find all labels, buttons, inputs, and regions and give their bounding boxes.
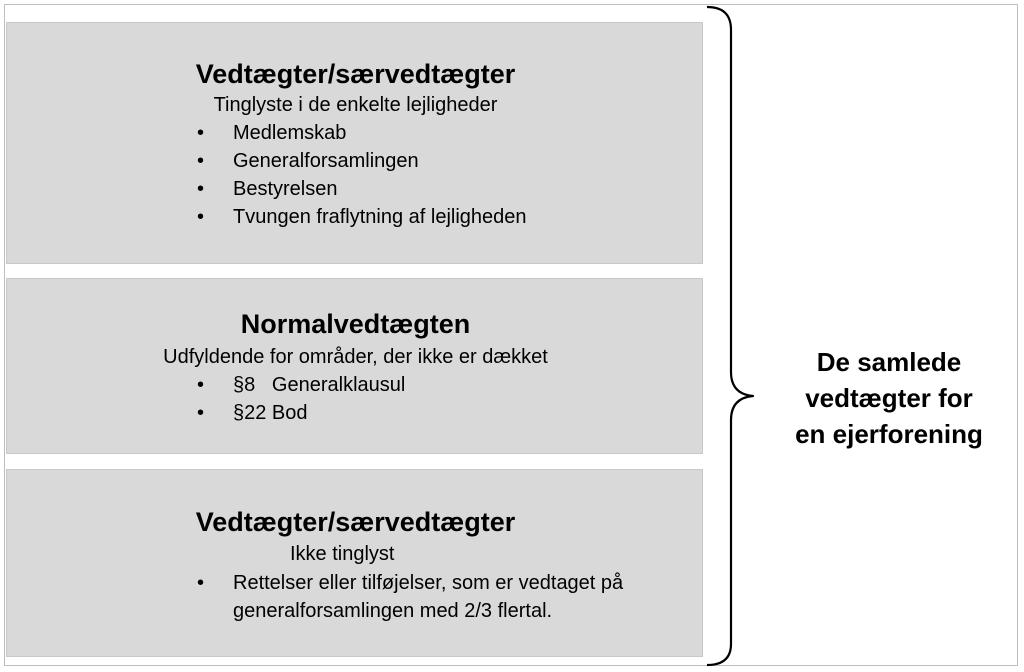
panel-unregistered-bylaws <box>6 469 703 657</box>
list-item <box>7 399 704 427</box>
bullet-icon: • <box>197 178 205 200</box>
list-item <box>7 203 704 231</box>
combined-bylaws-label <box>762 344 1016 452</box>
bullet-list <box>7 569 704 625</box>
bullet-text: Rettelser eller tilføjelser, som er vedtaget på generalforsamlingen med 2/3 flertal. <box>233 572 624 622</box>
bullet-text: Tvungen fraflytning af lejligheden <box>233 206 527 228</box>
bullet-text: §22 Bod <box>233 402 308 424</box>
list-item <box>7 371 704 399</box>
bullet-icon: • <box>197 206 205 228</box>
panel-subtitle: Udfyldende for områder, der ikke er dækket <box>163 346 548 368</box>
panel-subtitle: Tinglyste i de enkelte lejligheder <box>213 94 498 116</box>
label-line: en ejerforening <box>795 419 983 449</box>
bullet-icon: • <box>197 150 205 172</box>
panel-title: Normalvedtægten <box>240 309 471 339</box>
label-line: vedtægter for <box>805 383 973 413</box>
list-item <box>7 147 704 175</box>
panel-title: Vedtægter/særvedtægter <box>195 59 516 89</box>
curly-brace-icon <box>705 0 765 672</box>
bullet-list <box>7 119 704 231</box>
bullet-icon: • <box>197 572 205 594</box>
panel-subtitle: Ikke tinglyst <box>290 543 395 565</box>
bullet-icon: • <box>197 374 205 396</box>
bullet-text: Generalforsamlingen <box>233 150 419 172</box>
bullet-icon: • <box>197 402 205 424</box>
brace-path <box>707 7 753 665</box>
label-line: De samlede <box>816 347 962 377</box>
bullet-text: §8 Generalklausul <box>233 374 406 396</box>
list-item <box>7 569 704 625</box>
panel-title: Vedtægter/særvedtægter <box>195 507 516 537</box>
panel-standard-bylaws <box>6 278 703 454</box>
list-item <box>7 119 704 147</box>
bullet-list <box>7 371 704 427</box>
bullet-text: Medlemskab <box>233 122 347 144</box>
list-item <box>7 175 704 203</box>
bullet-icon: • <box>197 122 205 144</box>
panel-registered-bylaws <box>6 22 703 264</box>
bullet-text: Bestyrelsen <box>233 178 338 200</box>
